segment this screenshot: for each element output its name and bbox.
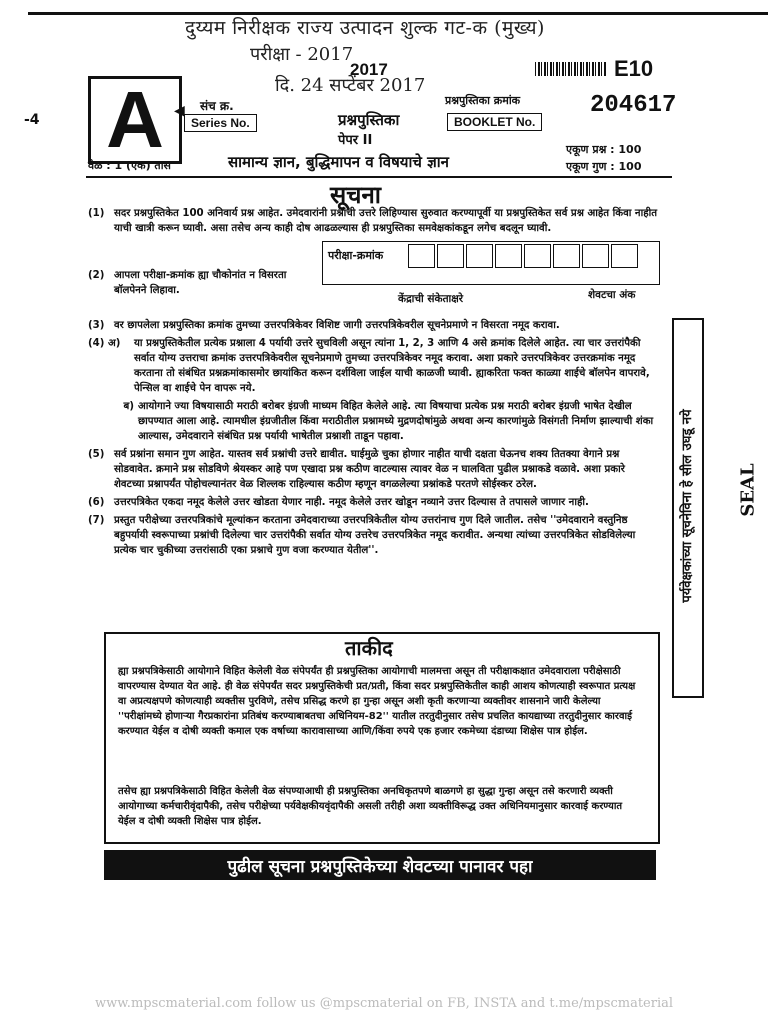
- instruction-3: [88, 318, 654, 333]
- series-letter-box: [88, 76, 182, 164]
- footer-watermark: www.mpscmaterial.com follow us @mpscmaterial on FB, INSTA and t.me/mpscmaterial: [94, 996, 674, 1011]
- instruction-1: [88, 206, 668, 236]
- instruction-6: [88, 495, 654, 510]
- instruction-number: (3): [88, 320, 105, 331]
- handwritten-exam-date: दि. 24 सप्टेंबर 2017: [275, 75, 426, 96]
- instruction-number: ब): [123, 401, 134, 412]
- instruction-number: (6): [88, 497, 105, 508]
- center-code-label: केंद्राची संकेताक्षरे: [398, 293, 464, 305]
- roll-number-label: परीक्षा-क्रमांक: [328, 249, 384, 262]
- instruction-2: [88, 268, 316, 298]
- instruction-number: (4) अ): [88, 338, 121, 349]
- warning-paragraph-2: तसेच ह्या प्रश्नपत्रिकेसाठी विहित केलेली वेळ संपण्याआधी ही प्रश्नपुस्तिका अनधिकृतपणे बाळगणे हा सुद्धा गुन्हा असून तसे करणारी व्यक्ती आयोगाच्या कर्मचारीवृंदापैकी, तसेच परीक्षेच्या पर्यवेक्षकीयवृंदापैकी असली तरीही अशा व्यक्तीविरूद्ध उक्त अधिनियमानुसार कारवाई करण्यात येईल व दोषी व्यक्ती शिक्षेस पात्र होईल.: [118, 786, 623, 827]
- roll-cell[interactable]: [553, 244, 580, 268]
- instruction-text: आपला परीक्षा-क्रमांक ह्या चौकोनांत न विसरता बॉलपेनने लिहावा.: [114, 270, 287, 296]
- roll-number-cells: [408, 244, 640, 268]
- instruction-5: [88, 447, 654, 492]
- booklet-label: BOOKLET No.: [447, 113, 542, 131]
- total-marks: एकूण गुण : 100: [566, 160, 642, 173]
- handwritten-exam-year: परीक्षा - 2017: [250, 44, 354, 65]
- instruction-7: [88, 513, 654, 558]
- seal-label: SEAL: [737, 463, 759, 517]
- printed-year: 2017: [350, 60, 388, 79]
- seal-instruction: पर्यवेक्षकांच्या सूचनेविना हे सील उघडू नये: [680, 409, 695, 603]
- booklet-title: प्रश्नपुस्तिका: [338, 111, 400, 129]
- booklet-label-marathi: प्रश्नपुस्तिका क्रमांक: [445, 94, 521, 107]
- exam-duration: वेळ : 1 (एक) तास: [88, 159, 171, 172]
- exam-subject: सामान्य ज्ञान, बुद्धिमापन व विषयाचे ज्ञान: [228, 153, 449, 171]
- instruction-text: उत्तरपत्रिकेत एकदा नमूद केलेले उत्तर खोडता येणार नाही. नमूद केलेले उत्तर खोडून नव्याने उत्तर दिल्यास ते तपासले जाणार नाही.: [114, 497, 589, 508]
- left-margin-mark: -4: [24, 112, 40, 128]
- total-questions: एकूण प्रश्न : 100: [566, 143, 642, 156]
- barcode: [535, 62, 607, 76]
- bottom-banner: पुढील सूचना प्रश्नपुस्तिकेच्या शेवटच्या पानावर पहा: [104, 850, 656, 880]
- instruction-number: (7): [88, 515, 105, 526]
- series-label: Series No.: [184, 114, 257, 132]
- roll-cell[interactable]: [495, 244, 522, 268]
- instruction-4b: [88, 399, 654, 444]
- handwritten-exam-title: दुय्यम निरीक्षक राज्य उत्पादन शुल्क गट-क (मुख्य): [185, 17, 545, 39]
- roll-cell[interactable]: [408, 244, 435, 268]
- roll-cell[interactable]: [524, 244, 551, 268]
- paper-number: पेपर II: [338, 133, 373, 148]
- instruction-number: (1): [88, 208, 105, 219]
- instruction-4a: [88, 336, 654, 396]
- roll-cell[interactable]: [466, 244, 493, 268]
- instruction-text: प्रस्तुत परीक्षेच्या उत्तरपत्रिकांचे मूल्यांकन करताना उमेदवाराच्या उत्तरपत्रिकेतील योग्य उत्तरांनाच गुण दिले जातील. तसेच ''उमेदवाराने वस्तुनिष्ठ बहुपर्यायी स्वरूपाच्या प्रश्नांची दिलेल्या चार उत्तरांपैकी सर्वात योग्य उत्तरेच उत्तरपत्रिकेत नमूद करावीत. अन्यथा त्यांच्या उत्तरपत्रिकेत सोडविलेल्या प्रत्येक चार चुकीच्या उत्तरांसाठी एका प्रश्नाचे गुण वजा करण्यात येतील''.: [114, 515, 636, 556]
- series-letter: A: [106, 75, 164, 164]
- instruction-text: आयोगाने ज्या विषयासाठी मराठी बरोबर इंग्रजी माध्यम विहित केलेले आहे. त्या विषयाचा प्रत्येक प्रश्न मराठी बरोबर इंग्रजी भाषेत देखील छापण्यात आला आहे. त्यामधील इंग्रजीतील किंवा मराठीतील प्रश्नामध्ये मुद्रणदोषांमुळे अथवा अन्य कारणांमुळे विसंगती निर्माण झाल्याची शंका आल्यास, उमेदवाराने संबंधित प्रश्न पर्यायी भाषेतील प्रश्नाशी ताडून पहावा.: [138, 401, 654, 442]
- roll-cell[interactable]: [582, 244, 609, 268]
- instruction-number: (5): [88, 449, 105, 460]
- instruction-text: सर्व प्रश्नांना समान गुण आहेत. यास्तव सर्व प्रश्नांची उत्तरे द्यावीत. घाईमुळे चुका होणार नाहीत याची दक्षता घेऊनच शक्य तितक्या वेगाने प्रश्न सोडवावेत. क्रमाने प्रश्न सोडविणे श्रेयस्कर आहे पण एखादा प्रश्न कठीण वाटल्यास त्यावर वेळ न घालविता पुढील प्रश्नाकडे वळावे. अशा प्रकारे शेवटच्या प्रश्नापर्यंत पोहोचल्यानंतर वेळ शिल्लक राहिल्यास कठीण म्हणून वगळलेल्या प्रश्नांकडे परतणे सोईस्कर ठरेल.: [114, 449, 625, 490]
- instruction-text: सदर प्रश्नपुस्तिकेत 100 अनिवार्य प्रश्न आहेत. उमेदवारांनी प्रश्नांची उत्तरे लिहिण्यास सुरुवात करण्यापूर्वी या प्रश्नपुस्तिकेत सर्व प्रश्न आहेत किंवा नाहीत याची खात्री करून घ्यावी. असा तसेच अन्य काही दोष आढळल्यास ही प्रश्नपुस्तिका समवेक्षकांकडून लगेच बदलून घ्यावी.: [114, 208, 658, 234]
- instruction-text: या प्रश्नपुस्तिकेतील प्रत्येक प्रश्नाला 4 पर्यायी उत्तरे सुचविली असून त्यांना 1, 2, 3 आणि 4 असे क्रमांक दिलेले आहेत. त्या चार उत्तरांपैकी सर्वात योग्य उत्तराचा क्रमांक उत्तरपत्रिकेवरील सूचनेप्रमाणे तुमच्या उत्तरपत्रिकेवर नमूद करावा. अशा प्रकारे उत्तरपत्रिकेवर उत्तरक्रमांक नमूद करताना तो संबंधित प्रश्नक्रमांकासमोर छायांकित करून दर्शविला जाईल याची काळजी घ्यावी. ह्याकरिता फक्त काळ्या शाईचे बॉलपेन वापरावे, पेन्सिल वा शाईचे पेन वापरू नये.: [134, 338, 650, 394]
- roll-cell[interactable]: [611, 244, 638, 268]
- instructions-list: [88, 318, 654, 558]
- instruction-number: (2): [88, 270, 105, 281]
- booklet-number: 204617: [590, 92, 677, 119]
- warning-title: ताकीद: [345, 636, 393, 660]
- arrow-left-icon: ◀: [174, 103, 185, 119]
- last-digit-label: शेवटचा अंक: [588, 289, 636, 301]
- roll-cell[interactable]: [437, 244, 464, 268]
- instruction-text: वर छापलेला प्रश्नपुस्तिका क्रमांक तुमच्या उत्तरपत्रिकेवर विशिष्ट जागी उत्तरपत्रिकेवरील सूचनेप्रमाणे न विसरता नमूद करावा.: [114, 320, 560, 331]
- series-label-marathi: संच क्र.: [200, 99, 234, 113]
- instructions-title: सूचना: [330, 181, 381, 209]
- warning-paragraph-1: ह्या प्रश्नपत्रिकेसाठी आयोगाने विहित केलेली वेळ संपेपर्यंत ही प्रश्नपुस्तिका आयोगाची मालमत्ता असून ती परीक्षाकक्षात उमेदवाराला परीक्षेसाठी वापरण्यास देण्यात येत आहे. ही वेळ संपेपर्यंत सदर प्रश्नपुस्तिकेची प्रत/प्रती, किंवा सदर प्रश्नपुस्तिकेतील काही आशय कोणत्याही स्वरूपात प्रत्यक्ष वा अप्रत्यक्षपणे कोणत्याही व्यक्तीस पुरविणे, तसेच प्रसिद्ध करणे हा गुन्हा असून अशी कृती करणाऱ्या व्यक्तीवर शासनाने जारी केलेल्या ''परीक्षांमध्ये होणाऱ्या गैरप्रकारांना प्रतिबंध करण्याबाबतचा अधिनियम-82'' यातील तरतुदीनुसार तसेच प्रचलित कायद्याच्या तरतुदीनुसार कारवाई करण्यात येईल व दोषी व्यक्ती कमाल एक वर्षाच्या कारावासाच्या आणि/किंवा रुपये एक हजार रकमेच्या दंडाच्या शिक्षेस पात्र होईल.: [118, 666, 636, 737]
- paper-code: E10: [614, 56, 654, 81]
